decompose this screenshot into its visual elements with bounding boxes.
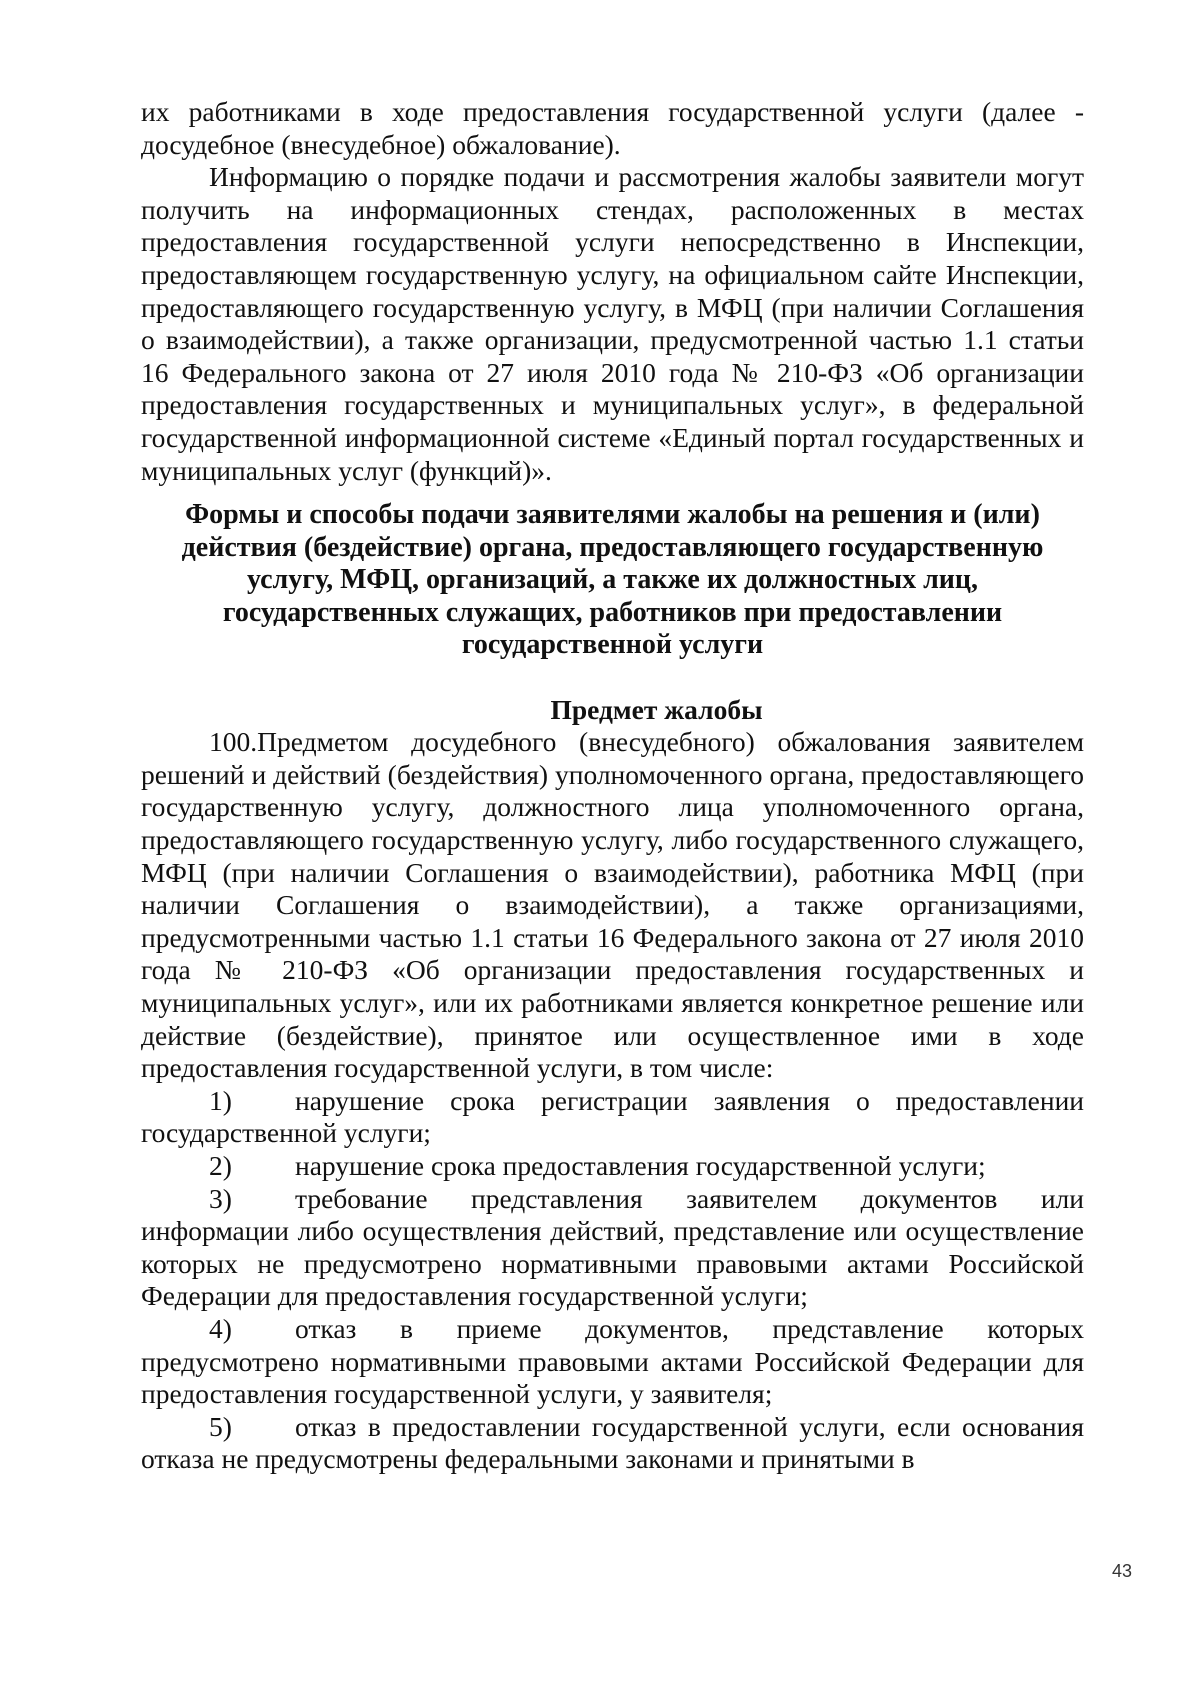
list-item-number: 1): [209, 1084, 232, 1116]
list-item-number: 5): [209, 1410, 232, 1442]
list-item-number: 2): [209, 1149, 232, 1181]
list-item-number: 3): [209, 1182, 232, 1214]
list-item-text: отказ в предоставлении государственной услуги, если основания отказа не предусмотрены федеральными законами и принятыми в: [141, 1410, 1084, 1475]
section-heading-line: Формы и способы подачи заявителями жалобы на решения и (или): [185, 499, 1040, 531]
paragraph-100: 100.Предметом досудебного (внесудебного) обжалования заявителем решений и действий (бездействия) уполномоченного органа, предоставляющего государственную услугу, должностного лица уполномоченного органа, предоставляющего государственную услугу, либо государственного служащего, МФЦ (при наличии Соглашения о взаимодействии), работника МФЦ (при наличии Соглашения о взаимодействии), а также организациями, предусмотренными частью 1.1 статьи 16 Федерального закона от 27 июля 2010 года № 210-ФЗ «Об организации предоставления государственных и муниципальных услуг», или их работниками является конкретное решение или действие (бездействие), принятое или осуществленное ими в ходе предоставления государственной услуги, в том числе:: [141, 726, 1084, 1084]
list-item-number: 4): [209, 1312, 232, 1344]
list-item-text: нарушение срока предоставления государственной услуги;: [295, 1149, 986, 1181]
document-page: [141, 96, 1084, 1476]
list-item: [141, 1411, 1084, 1476]
section-heading-line: государственных служащих, работников при предоставлении: [222, 596, 1003, 628]
section-heading-line: действия (бездействие) органа, предоставляющего государственную: [181, 531, 1044, 563]
list-item-text: требование представления заявителем документов или информации либо осуществления действий, представление или осуществление которых не предусмотрено нормативными правовыми актами Российской Федерации для предоставления государственной услуги;: [141, 1182, 1084, 1312]
list-item: [141, 1085, 1084, 1150]
list-item-text: отказ в приеме документов, представление которых предусмотрено нормативными правовыми актами Российской Федерации для предоставления государственной услуги, у заявителя;: [141, 1312, 1084, 1410]
paragraph-complaint-info: Информацию о порядке подачи и рассмотрения жалобы заявители могут получить на информационных стендах, расположенных в местах предоставления государственной услуги непосредственно в Инспекции, предоставляющем государственную услугу, на официальном сайте Инспекции, предоставляющего государственную услугу, в МФЦ (при наличии Соглашения о взаимодействии), а также организации, предусмотренной частью 1.1 статьи 16 Федерального закона от 27 июля 2010 года № 210-ФЗ «Об организации предоставления государственных и муниципальных услуг», в федеральной государственной информационной системе «Единый портал государственных и муниципальных услуг (функций)».: [141, 161, 1084, 486]
list-item: [141, 1313, 1084, 1411]
list-item: [141, 1183, 1084, 1313]
paragraph-continuation: их работниками в ходе предоставления государственной услуги (далее - досудебное (внесудебное) обжалование).: [141, 96, 1084, 160]
list-item-text: нарушение срока регистрации заявления о предоставлении государственной услуги;: [141, 1084, 1084, 1149]
page-number: 43: [1111, 1561, 1132, 1581]
subject-heading: Предмет жалобы: [550, 693, 763, 725]
section-heading-line: государственной услуги: [461, 629, 764, 661]
section-heading: [141, 499, 1084, 662]
list-item: [141, 1150, 1084, 1183]
section-heading-line: услугу, МФЦ, организаций, а также их должностных лиц,: [246, 564, 979, 596]
